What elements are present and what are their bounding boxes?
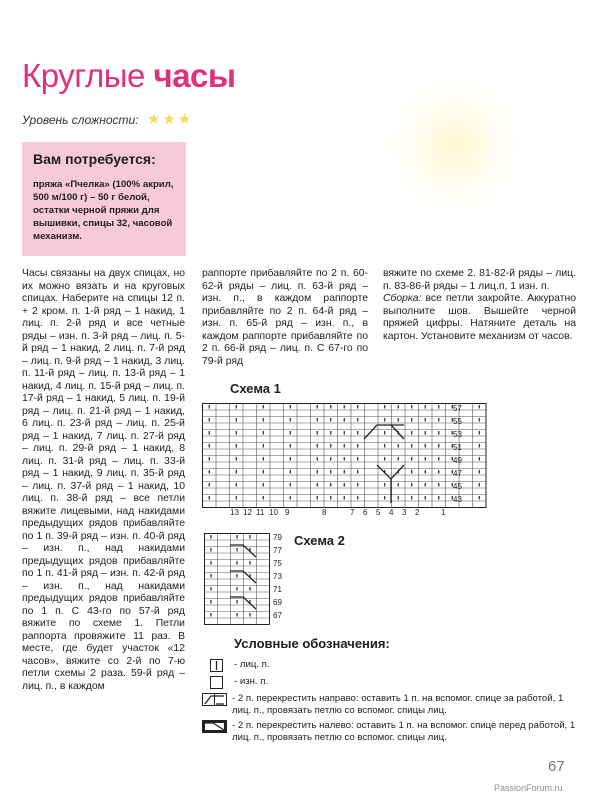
column-3-text: вяжите по схеме 2. 81-82-й ряды – лиц. п. 83-86-й ряды – 1 лиц.п, 1 изн. п. [383,268,576,292]
scheme-2-chart [204,533,272,625]
scheme-2-title: Схема 2 [294,533,345,548]
row-label: 69 [273,598,282,607]
row-label: 57 [453,404,462,413]
page-number: 67 [548,758,565,775]
col-label: 5 [376,508,381,517]
legend-text: - лиц. п. [234,659,270,670]
row-label: 73 [273,572,282,581]
legend-item [202,693,578,717]
row-label: 51 [453,443,462,452]
row-label: 71 [273,585,282,594]
watermark: PassionForum.ru [494,783,563,793]
legend-text: - 2 п. перекрестить налево: оставить 1 п. на вспомог. спице перед работой, 1 лиц. п., провязать петлю со вспомог. спицы лиц. [232,720,576,743]
star-icon: ★ [162,111,176,128]
row-label: 49 [453,456,462,465]
legend-item [202,720,578,744]
materials-text: пряжа «Пчелка» (100% акрил, 500 м/100 г) – 50 г белой, остатки черной пряжи для вышивки, спицы 32, часовой механизм. [33,179,174,242]
page-title: Круглые часы [22,57,236,94]
text-column-2 [202,268,368,368]
col-label: 6 [363,508,368,517]
row-label: 53 [453,430,462,439]
text-column-3 [383,268,576,343]
col-label: 11 [256,508,265,517]
legend-title: Условные обозначения: [234,636,390,651]
legend-text: - изн. п. [234,676,269,687]
row-label: 75 [273,559,282,568]
col-label: 9 [285,508,290,517]
col-label: 1 [441,508,446,517]
difficulty-stars [147,112,191,127]
legend-text: - 2 п. перекрестить направо: оставить 1 п. на вспомог. спице за работой, 1 лиц. п., провязать петлю со вспомог. спицы лиц. [232,693,564,716]
col-label: 12 [243,508,252,517]
cross-right-icon [202,693,232,717]
sunburst-decoration [380,80,530,210]
scheme-1-title: Схема 1 [230,381,281,396]
row-label: 45 [453,482,462,491]
col-label: 7 [350,508,355,517]
col-label: 3 [402,508,407,517]
scheme-2-grid [204,533,272,625]
materials-title: Вам потребуется: [33,151,156,167]
materials-box [22,142,186,256]
col-label: 2 [415,508,420,517]
row-label: 43 [453,495,462,504]
row-label: 67 [273,611,282,620]
col-label: 8 [322,508,327,517]
row-label: 77 [273,546,282,555]
legend-item [210,676,570,694]
text-column-1 [22,268,185,693]
assembly-text: все петли закройте. Аккуратно выполните шов. Вышейте черной пряжей цифры. Натяните деталь на картон. Установите механизм от часов. [383,293,577,342]
row-label: 55 [453,417,462,426]
cross-left-icon [202,720,232,744]
assembly-label: Сборка: [383,293,422,304]
col-label: 10 [269,508,278,517]
col-label: 4 [389,508,394,517]
row-label: 79 [273,533,282,542]
empty-cell-icon [210,676,234,694]
col-label: 13 [230,508,239,517]
row-label: 47 [453,469,462,478]
star-icon: ★ [177,111,192,128]
star-icon: ★ [147,111,161,128]
column-1-text: Часы связаны на двух спицах, но их можно вязать и на круговых спицах. Наберите на спицы 12 п. + 2 кром. п. 1-й ряд – 1 накид, 1 лиц. п. 2-й ряд и все четные ряды – изн. п. 3-й ряд – лиц. п. 5-й ряд – 1 накид, 2 лиц. п. 7-й ряд – лиц. п. 9-й ряд – 1 накид, 3 лиц. п. 11-й ряд – лиц. п. 13-й ряд – 1 накид, 4 лиц. п. 15-й ряд – лиц. п. 17-й ряд – 1 накид, 5 лиц. п. 19-й ряд – лиц. п. 21-й ряд – 1 накид, 6 лиц. п. 23-й ряд – лиц. п. 25-й ряд – 1 накид, 7 лиц. п. 27-й ряд – лиц. п. 29-й ряд – 1 накид, 8 лиц. п. 31-й ряд – лиц. п. 33-й ряд – 1 накид, 9 лиц. п. 35-й ряд – лиц. п. 37-й ряд – 1 накид, 10 лиц. п. 38-й ряд – все петли вяжите лицевыми, над накидами предыдущих рядов прибавляйте по 1 п. 39-й ряд – изн. п. 40-й ряд – изн. п., над накидами предыдущих рядов прибавляйте по 1 п. 41-й ряд – изн. п. 42-й ряд – изн. п., над накидами предыдущих рядов прибавляйте по 1 п. С 43-го по 57-й ряд вяжите по схеме 1. Петли раппорта провяжите 11 раз. В месте, где будет участок «12 часов», вяжите со 2-й по 7-ю петли схемы 2 раза. 59-й ряд – лиц. п., в каждом [22,268,185,692]
column-2-text: раппорте прибавляйте по 2 п. 60-62-й ряды – лиц. п. 63-й ряд – изн. п., в каждом раппорте прибавляйте по 2 п. 64-й ряд – изн. п. 65-й ряд – изн. п., в каждом раппорте прибавляйте по 2 п. 66-й ряд – лиц. п. С 67-го по 79-й ряд [202,268,368,367]
difficulty-label: Уровень сложности: [22,113,139,127]
legend-item [210,659,570,677]
vertical-bar-icon [210,659,234,677]
